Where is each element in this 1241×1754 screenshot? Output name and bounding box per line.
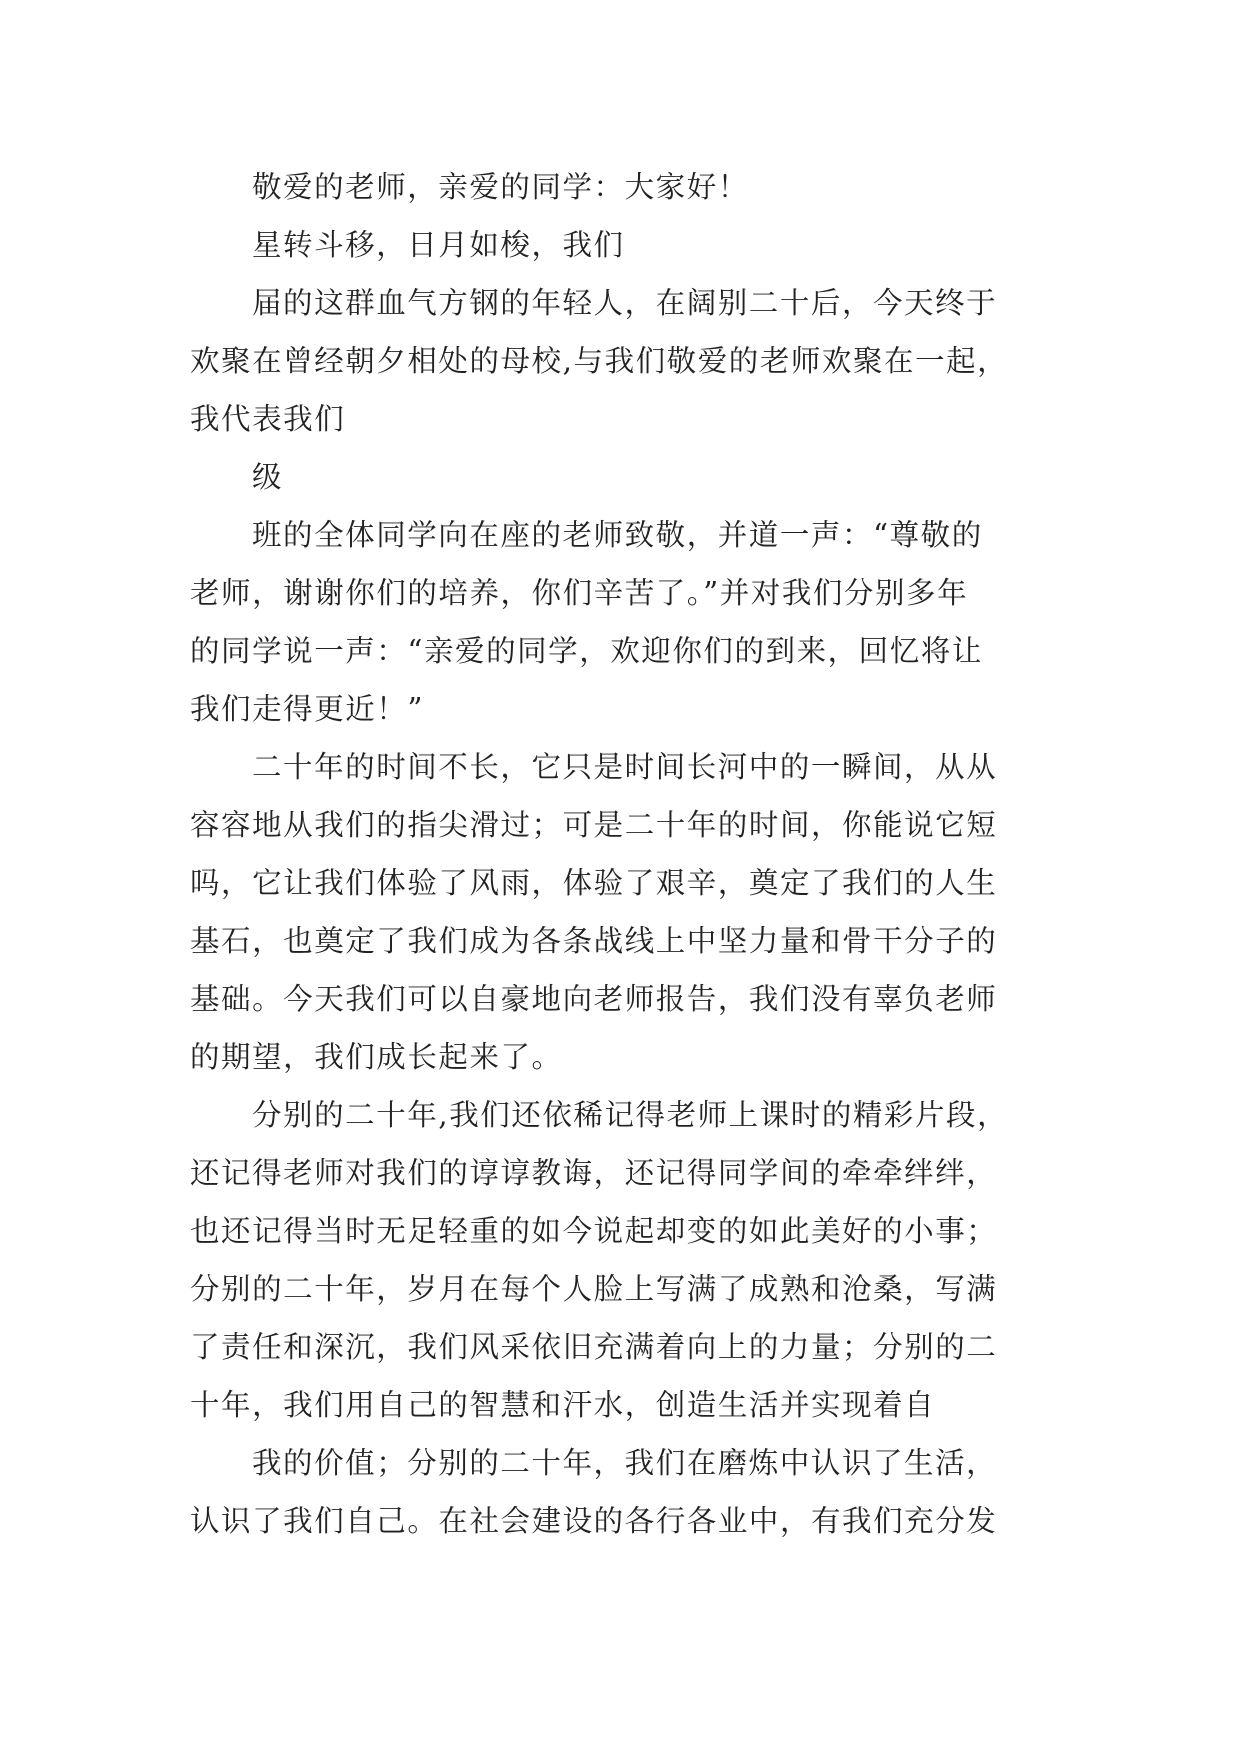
text-line: 容容地从我们的指尖滑过；可是二十年的时间，你能说它短 xyxy=(190,808,998,842)
text-line: 我的价值；分别的二十年，我们在磨炼中认识了生活， xyxy=(252,1446,998,1480)
text-line: 我代表我们 xyxy=(190,402,346,436)
text-line: 也还记得当时无足轻重的如今说起却变的如此美好的小事； xyxy=(190,1214,998,1248)
text-line: 老师，谢谢你们的培养，你们辛苦了。”并对我们分别多年 xyxy=(190,576,969,610)
text-line: 我们走得更近！” xyxy=(190,692,424,726)
text-line: 的期望，我们成长起来了。 xyxy=(190,1040,563,1074)
text-line: 届的这群血气方钢的年轻人，在阔别二十后，今天终于 xyxy=(252,286,998,320)
text-line: 基石，也奠定了我们成为各条战线上中坚力量和骨干分子的 xyxy=(190,924,998,958)
text-line: 的同学说一声：“亲爱的同学，欢迎你们的到来，回忆将让 xyxy=(190,634,983,668)
text-line: 十年，我们用自己的智慧和汗水，创造生活并实现着自 xyxy=(190,1388,936,1422)
text-line: 级 xyxy=(252,460,284,494)
greeting-line: 敬爱的老师，亲爱的同学：大家好！ xyxy=(252,170,749,204)
text-line: 基础。今天我们可以自豪地向老师报告，我们没有辜负老师 xyxy=(190,982,998,1016)
text-line: 分别的二十年，岁月在每个人脸上写满了成熟和沧桑，写满 xyxy=(190,1272,998,1306)
text-line: 欢聚在曾经朝夕相处的母校,与我们敬爱的老师欢聚在一起， xyxy=(190,344,1009,378)
text-line: 分别的二十年,我们还依稀记得老师上课时的精彩片段， xyxy=(252,1098,1009,1132)
text-line: 星转斗移，日月如梭，我们 xyxy=(252,228,625,262)
text-line: 还记得老师对我们的谆谆教诲，还记得同学间的牵牵绊绊， xyxy=(190,1156,998,1190)
text-line: 班的全体同学向在座的老师致敬，并道一声：“尊敬的 xyxy=(252,518,983,552)
text-line: 了责任和深沉，我们风采依旧充满着向上的力量；分别的二 xyxy=(190,1330,998,1364)
text-line: 吗，它让我们体验了风雨，体验了艰辛，奠定了我们的人生 xyxy=(190,866,998,900)
text-line: 认识了我们自己。在社会建设的各行各业中，有我们充分发 xyxy=(190,1504,998,1538)
text-line: 二十年的时间不长，它只是时间长河中的一瞬间，从从 xyxy=(252,750,998,784)
